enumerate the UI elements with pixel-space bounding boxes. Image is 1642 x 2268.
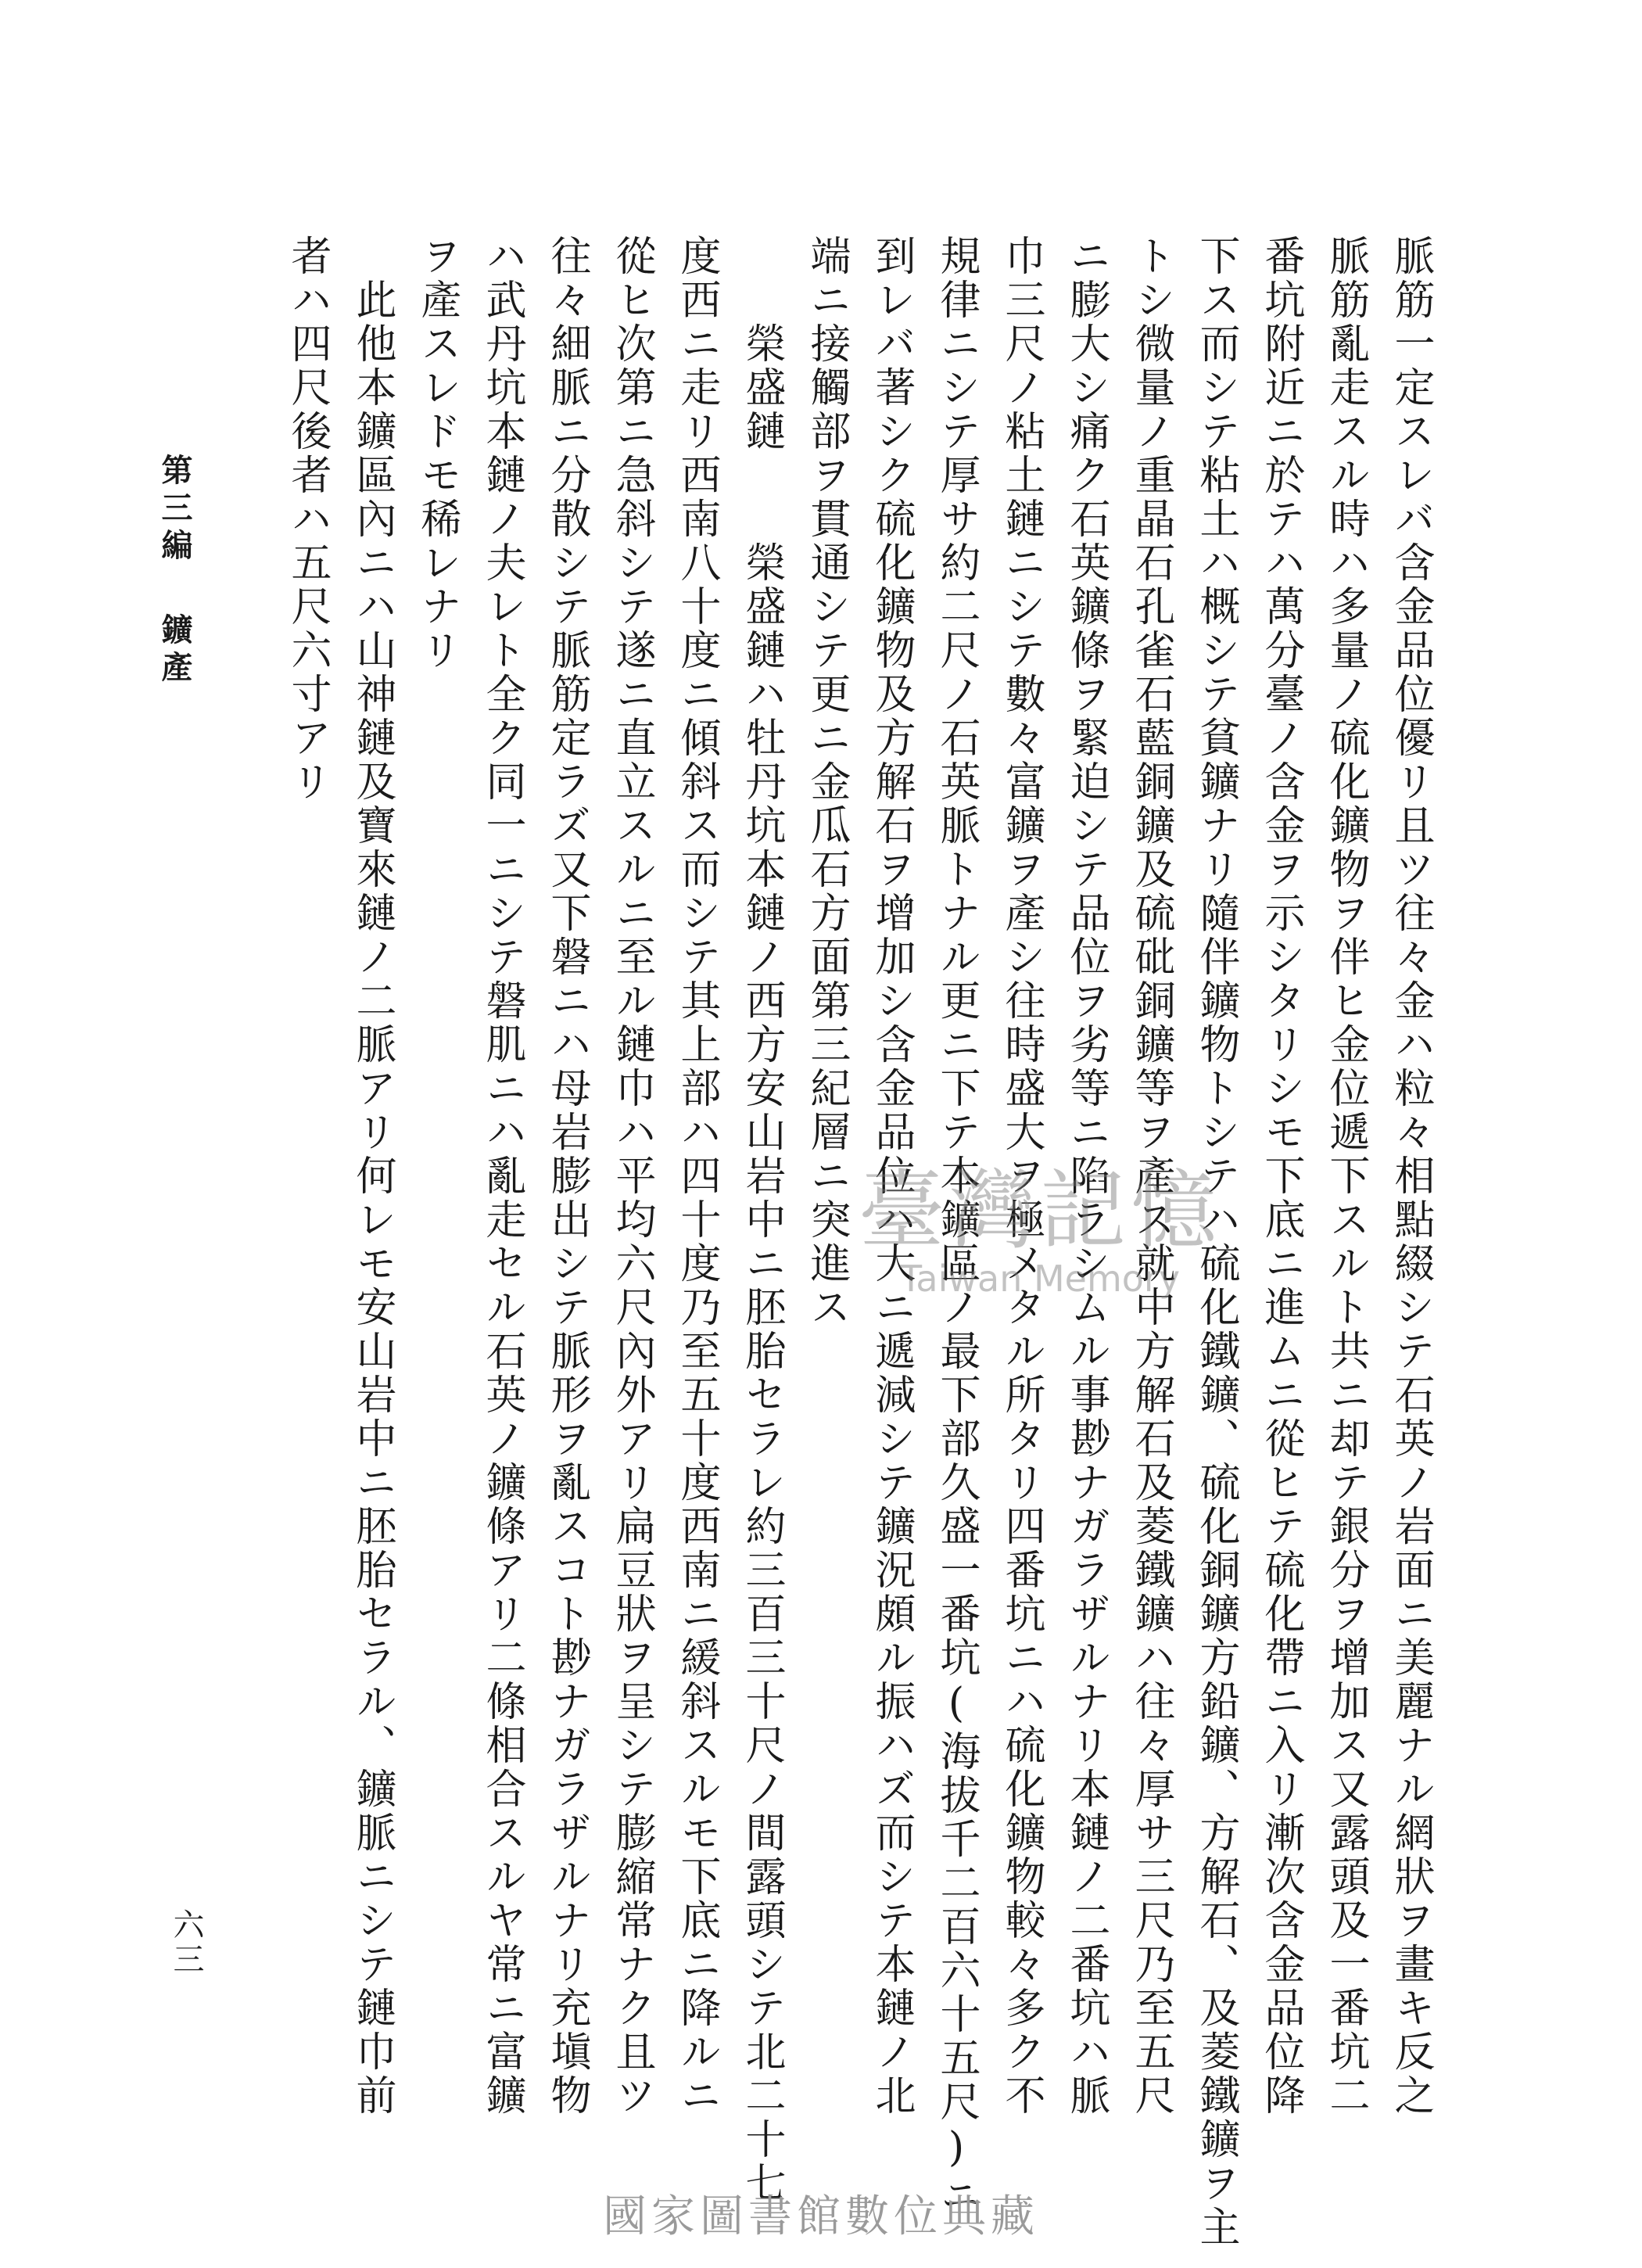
text-line: ニ膨大シ痛ク石英鑛條ヲ緊迫シテ品位ヲ劣等ニ陷ラシムル事尠ナガラザルナリ本鏈ノ二番坑ハ脈 bbox=[1063, 235, 1110, 2118]
text-line: 規律ニシテ厚サ約二尺ノ石英脈トナル更ニ下テ本鑛區ノ最下部久盛一番坑(海拔千二百六十五尺)ニ bbox=[933, 235, 980, 2218]
text-line: 端ニ接觸部ヲ貫通シテ更ニ金瓜石方面第三紀層ニ突進ス bbox=[803, 235, 850, 1330]
text-line: ハ武丹坑本鏈ノ夫レト全ク同一ニシテ磐肌ニハ亂走セル石英ノ鑛條アリ二條相合スルヤ常ニ富鑛 bbox=[479, 235, 525, 2118]
text-line: 往々細脈ニ分散シテ脈筋定ラズ又下磐ニハ母岩膨出シテ脈形ヲ亂スコト尠ナガラザルナリ充塡物 bbox=[543, 235, 590, 2118]
text-line: ヲ產スレドモ稀レナリ bbox=[414, 235, 461, 673]
section-label: 第三編 bbox=[156, 454, 193, 566]
text-line: 下ス而シテ粘土ハ概シテ貧鑛ナリ隨伴鑛物トシテハ硫化鐵鑛、硫化銅鑛方鉛鑛、方解石、及菱鐵鑛ヲ主 bbox=[1192, 235, 1239, 2249]
text-line: トシ微量ノ重晶石孔雀石藍銅鑛及硫砒銅鑛等ヲ產ス就中方解石及菱鐵鑛ハ往々厚サ三尺乃至五尺 bbox=[1128, 235, 1174, 2118]
text-line: 從ヒ次第ニ急斜シテ遂ニ直立スルニ至ル鏈巾ハ平均六尺內外アリ扁豆狀ヲ呈シテ膨縮常ナク且ツ bbox=[608, 235, 655, 2118]
text-line: 者ハ四尺後者ハ五尺六寸アリ bbox=[284, 235, 331, 804]
text-line: 度西ニ走リ西南八十度ニ傾斜ス而シテ其上部ハ四十度乃至五十度西南ニ緩斜スルモ下底ニ降ルニ bbox=[673, 235, 720, 2118]
text-line: 榮盛鏈 榮盛鏈ハ牡丹坑本鏈ノ西方安山岩中ニ胚胎セラレ約三百三十尺ノ間露頭シテ北二十七 bbox=[738, 235, 785, 2205]
watermark bbox=[821, 1142, 1259, 1298]
text-line: 番坑附近ニ於テハ萬分臺ノ含金ヲ示シタリシモ下底ニ進ムニ從ヒテ硫化帶ニ入リ漸次含金品位降 bbox=[1257, 235, 1304, 2118]
running-header bbox=[152, 454, 197, 688]
text-line: 脈筋亂走スル時ハ多量ノ硫化鑛物ヲ伴ヒ金位遞下スルト共ニ却テ銀分ヲ增加ス又露頭及一番坑二 bbox=[1322, 235, 1369, 2118]
chapter-label: 鑛產 bbox=[156, 613, 193, 688]
text-line: 此他本鑛區內ニハ山神鏈及寶來鏈ノ二脈アリ何レモ安山岩中ニ胚胎セラル、鑛脈ニシテ鏈巾前 bbox=[349, 235, 396, 2118]
watermark-english: Taiwan Memory bbox=[899, 1258, 1181, 1300]
text-line: 巾三尺ノ粘土鏈ニシテ數々富鑛ヲ產シ往時盛大ヲ極メタル所タリ四番坑ニハ硫化鑛物較々多ク不 bbox=[998, 235, 1045, 2118]
page-number: 六三 bbox=[168, 1908, 204, 1977]
footer-label: 國家圖書館數位典藏 bbox=[603, 2191, 1039, 2242]
text-line: 到レバ著シク硫化鑛物及方解石ヲ增加シ含金品位ハ大ニ遞減シテ鑛況頗ル振ハズ而シテ本鏈ノ北 bbox=[868, 235, 915, 2118]
watermark-chinese: 臺灣記憶 bbox=[859, 1161, 1221, 1261]
text-line: 脈筋一定スレバ含金品位優リ且ツ往々金ハ粒々相點綴シテ石英ノ岩面ニ美麗ナル網狀ヲ畫キ反之 bbox=[1387, 235, 1434, 2118]
